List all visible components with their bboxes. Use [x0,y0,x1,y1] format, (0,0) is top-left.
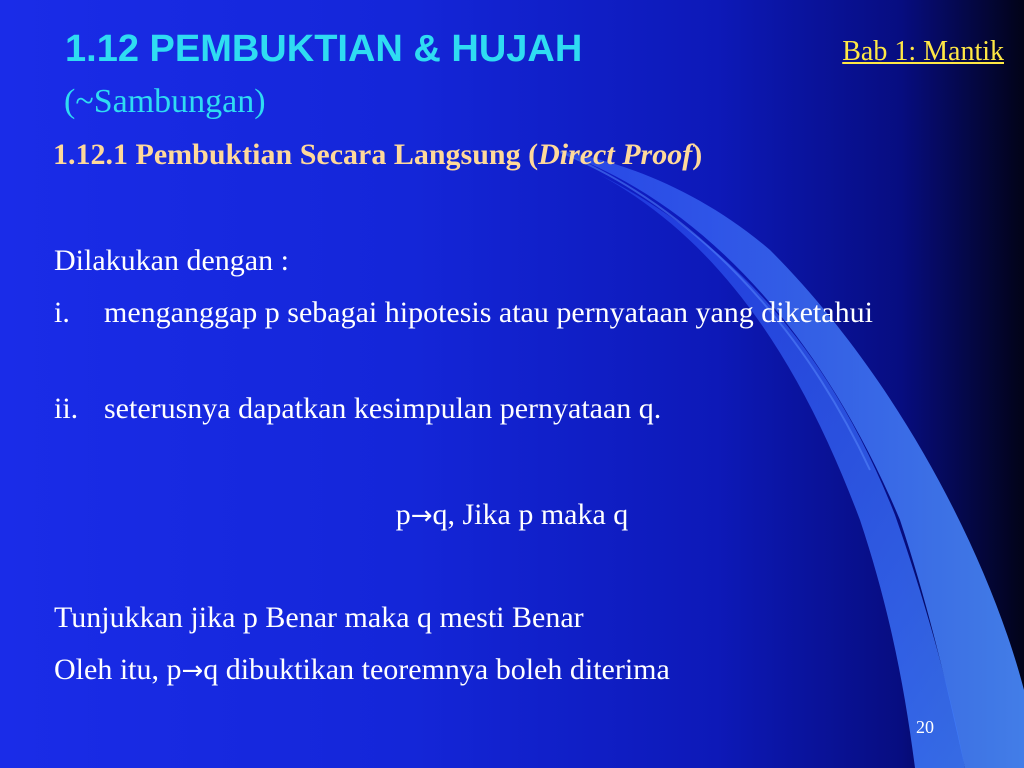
slide-title: 1.12 PEMBUKTIAN & HUJAH [65,28,583,70]
conclusion-before: Oleh itu, p [54,653,182,686]
step-2-number: ii. [54,392,79,425]
section-heading [53,136,702,174]
conclusion-statement [54,652,670,689]
intro-text: Dilakukan dengan : [54,244,289,277]
show-statement: Tunjukkan jika p Benar maka q mesti Benar [54,601,584,634]
section-heading-italic: Direct Proof [538,138,693,171]
step-1-number: i. [54,296,70,329]
section-heading-close: ) [692,138,703,171]
step-1-text: menganggap p sebagai hipotesis atau pernyataan yang diketahui [104,296,873,329]
section-heading-text: 1.12.1 Pembuktian Secara Langsung ( [53,138,539,171]
list-item-step-1 [54,295,984,331]
formula-right: q, Jika p maka q [432,498,629,531]
slide-subtitle: (~Sambungan) [64,83,266,120]
list-item-step-2 [54,391,661,427]
right-arrow-icon: → [410,501,433,531]
page-number: 20 [916,717,934,737]
right-arrow-icon: → [181,656,204,686]
step-2-text: seterusnya dapatkan kesimpulan pernyataan q. [104,392,662,425]
chapter-link[interactable]: Bab 1: Mantik [842,36,1004,67]
conclusion-after: q dibuktikan teoremnya boleh diterima [203,653,670,686]
formula-left: p [395,498,411,531]
implication-formula [0,497,1024,534]
